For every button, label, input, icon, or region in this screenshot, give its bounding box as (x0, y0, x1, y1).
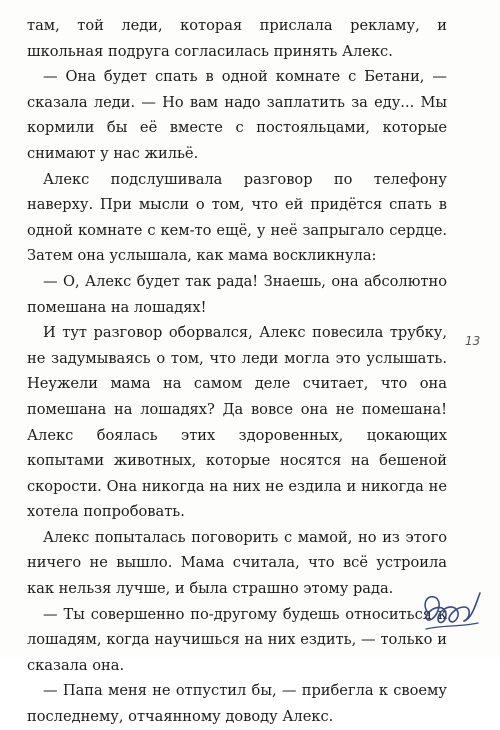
paragraph-6: Алекс попыталась поговорить с мамой, но из этого ничего не вышло. Мама считала, что всё устроила как нельзя лучше, и была страшно этому рада. (27, 528, 447, 598)
handwritten-signature (420, 585, 492, 635)
paragraph-8: — Папа меня не отпустил бы, — прибегла к своему последнему, отчаянному доводу Алекс. (27, 682, 447, 726)
paragraph-7: — Ты совершенно по-другому будешь относиться к лошадям, когда научишься на них ездить, — только и сказала она. (27, 605, 447, 674)
page-text (27, 13, 447, 730)
paragraph-1: там, той леди, которая прислала рекламу, и школьная подруга согласилась принять Алекс. (27, 17, 447, 60)
paragraph-5: И тут разговор оборвался, Алекс повесила трубку, не задумываясь о том, что леди могла это услышать. Неужели мама на самом деле считает, что она помешана на лошадях? Да вовсе она не помешана! Алекс боялась этих здоровенных, цокающих копытами животных, которые носятся на бешеной скорости. Она никогда на них не ездила и никогда не хотела попробовать. (27, 324, 447, 521)
paragraph-2: — Она будет спать в одной комнате с Бетани, — сказала леди. — Но вам надо заплатить за еду... Мы кормили бы её вместе с постояльцами, которые снимают у нас жильё. (27, 68, 447, 162)
page-number: 13 (465, 334, 481, 348)
paragraph-4: — О, Алекс будет так рада! Знаешь, она абсолютно помешана на лошадях! (27, 272, 447, 316)
paragraph-3: Алекс подслушивала разговор по телефону наверху. При мысли о том, что ей придётся спать в одной комнате с кем-то ещё, у неё запрыгало сердце. Затем она услышала, как мама воскликнула: (27, 170, 447, 265)
